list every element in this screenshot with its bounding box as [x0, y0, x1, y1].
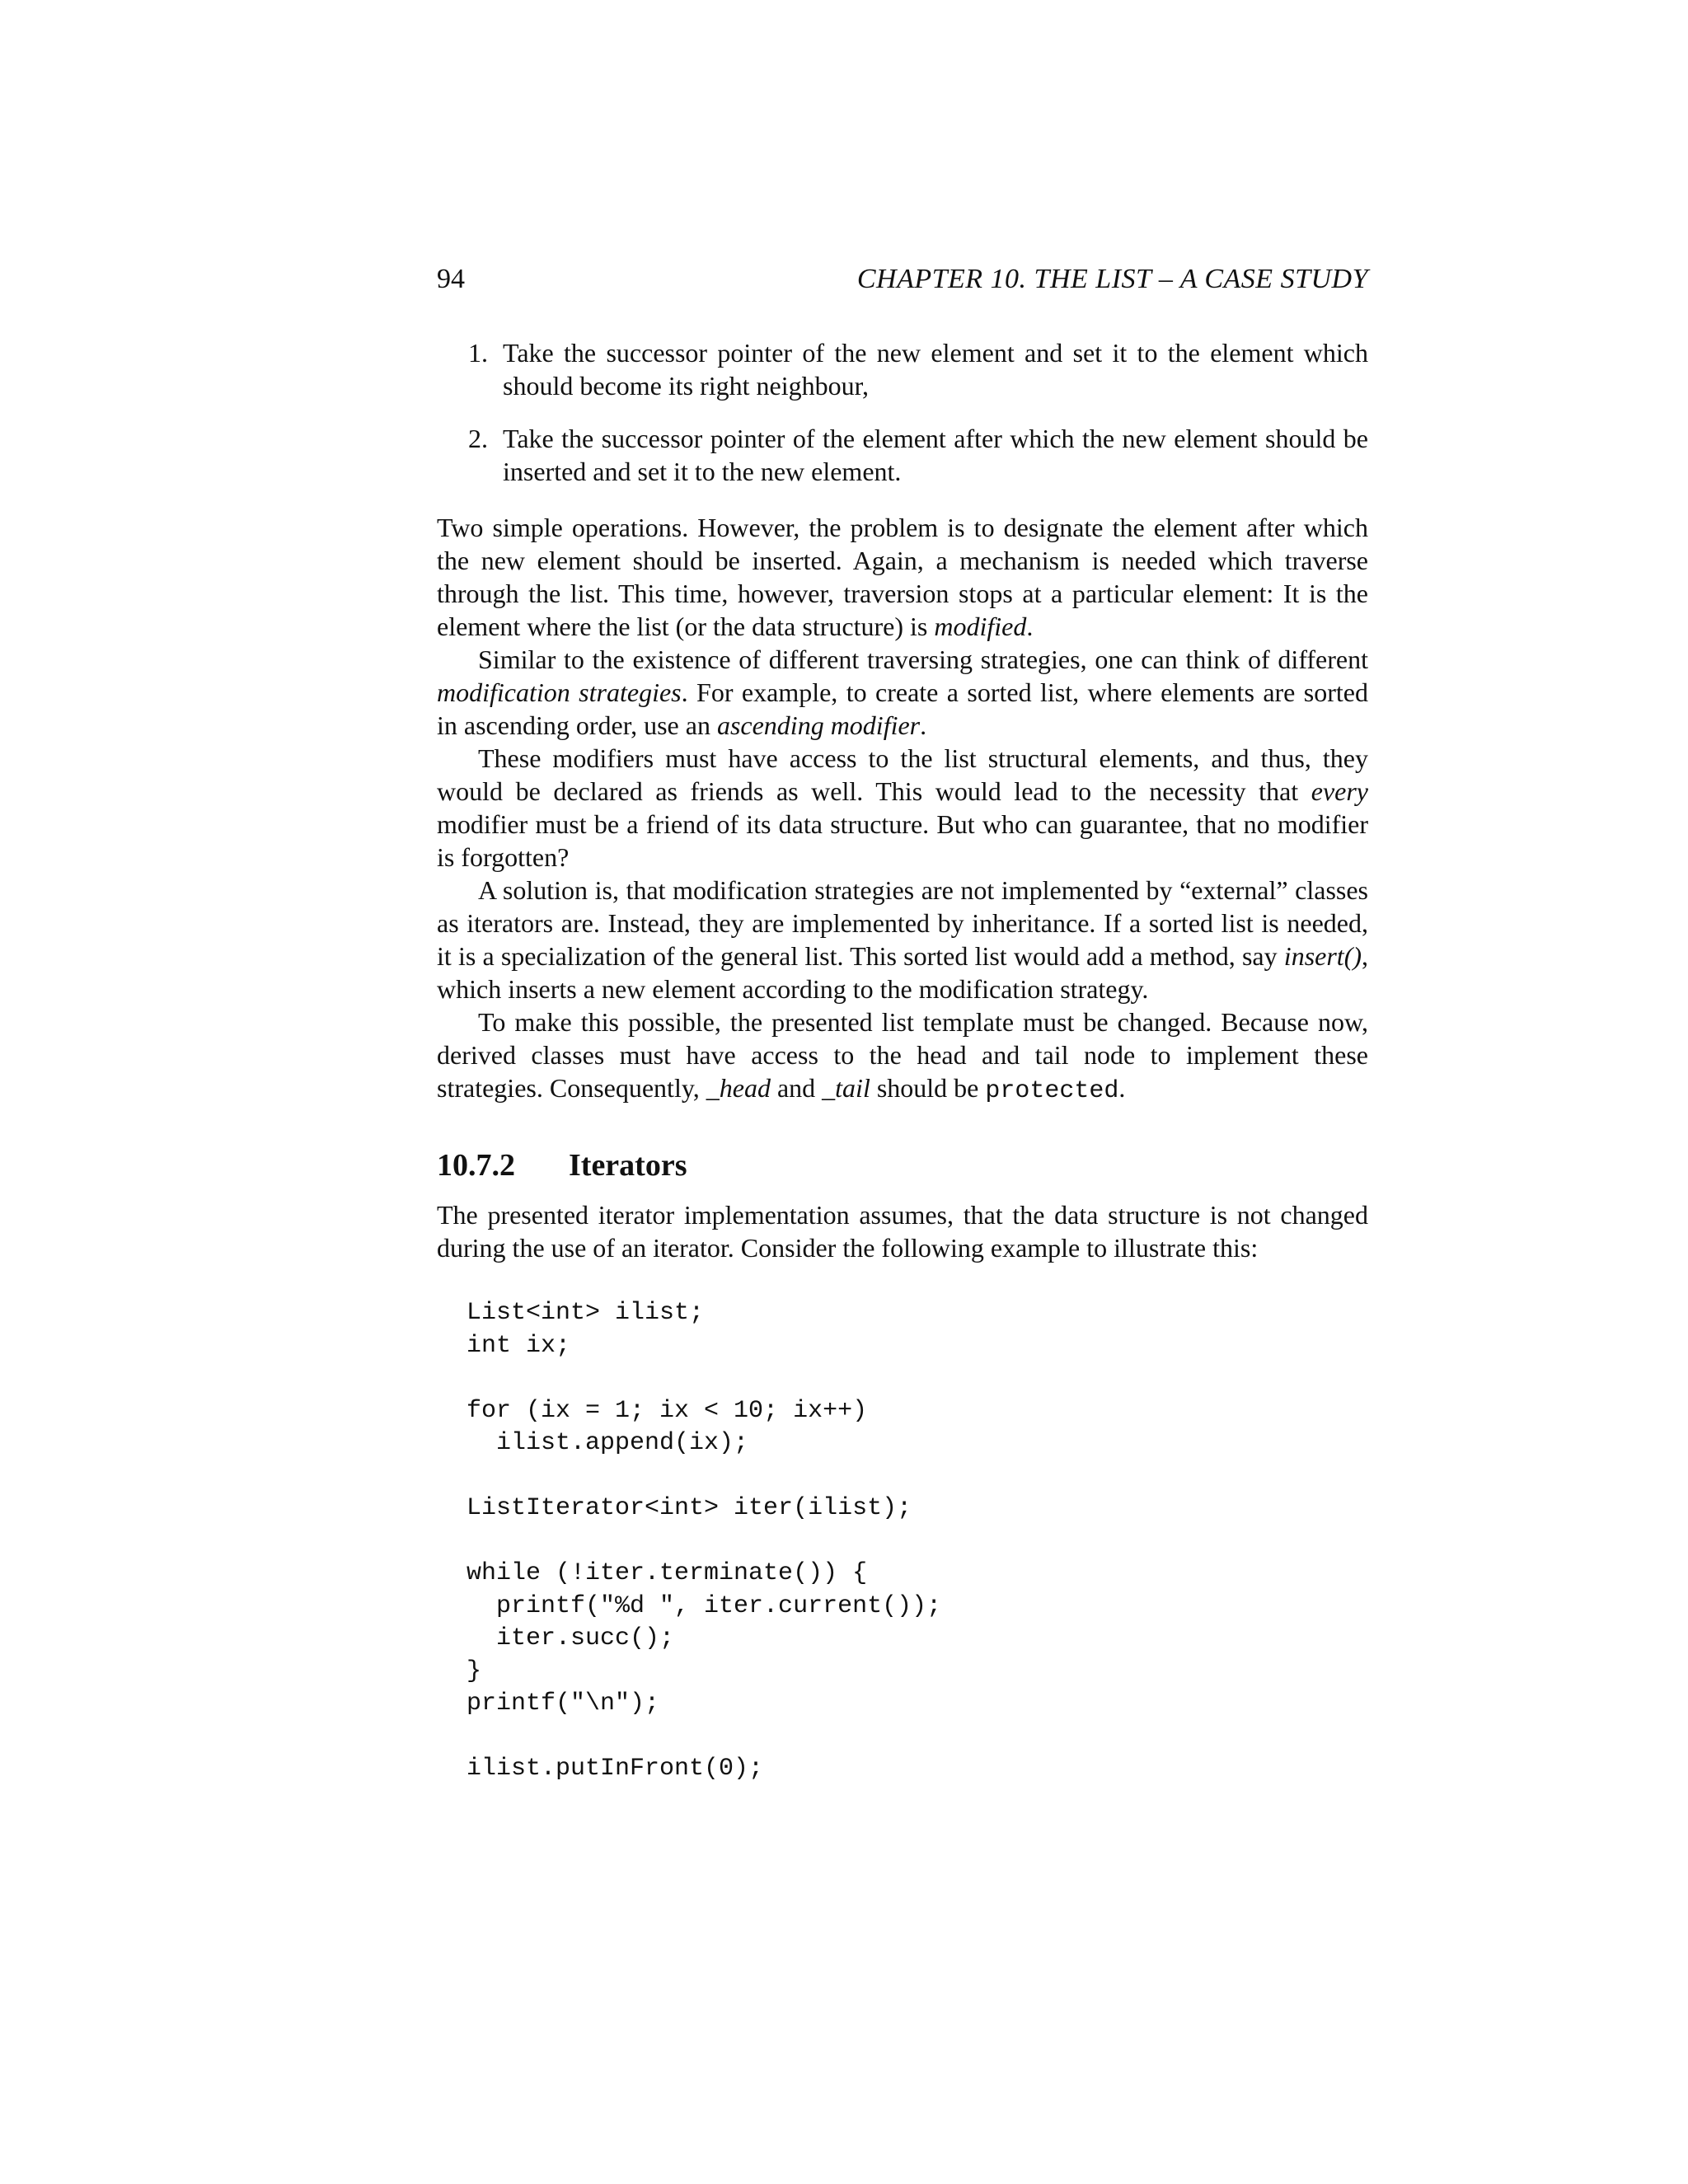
- emphasis: _tail: [822, 1073, 870, 1103]
- paragraph-text: .: [1026, 612, 1034, 641]
- list-item: [437, 422, 1368, 488]
- emphasis: modified: [934, 612, 1027, 641]
- paragraph-text: To make this possible, the presented list template must be changed. Because now, derived classes must have access to the head and tail node to implement these strategies. Consequently,: [437, 1007, 1368, 1103]
- paragraph: [437, 511, 1368, 643]
- list-item-number: 1.: [468, 338, 488, 368]
- section-title: Iterators: [569, 1148, 687, 1183]
- list-item: [437, 336, 1368, 402]
- paragraph-text: These modifiers must have access to the list structural elements, and thus, they would be declared as friends as well. This would lead to the necessity that: [437, 743, 1368, 806]
- paragraph-text: . For example, to create a sorted list, where elements are sorted in ascending order, use an: [437, 677, 1369, 740]
- numbered-steps: [437, 336, 1368, 488]
- paragraph: [437, 643, 1368, 742]
- running-header: [437, 255, 1368, 297]
- paragraph: [437, 874, 1368, 1005]
- code-listing: List<int> ilist; int ix; for (ix = 1; ix < 10; ix++) ilist.append(ix); ListIterator<int> iter(ilist); while (!iter.terminate()) { printf("%d ", iter.current()); iter.succ(); } printf("\n"); ilist.putInFront(0);: [467, 1299, 942, 1783]
- list-item-number: 2.: [468, 424, 488, 453]
- paragraph-text: Two simple operations. However, the problem is to designate the element after which the new element should be inserted. Again, a mechanism is needed which traverse through the list. This time, however, traversion stops at a particular element: It is the element where the list (or the data structure) is: [437, 513, 1368, 641]
- emphasis: ascending modifier: [716, 710, 921, 740]
- paragraph-text: A solution is, that modification strategies are not implemented by “external” classes as iterators are. Instead, they are implemented by inheritance. If a sorted list is needed, it is a specialization of the general list. This sorted list would add a method, say: [437, 875, 1368, 971]
- section-intro-paragraph: The presented iterator implementation assumes, that the data structure is not changed during the use of an iterator. Consider the following example to illustrate this:: [437, 1200, 1368, 1263]
- chapter-title: CHAPTER 10. THE LIST – A CASE STUDY: [856, 264, 1368, 294]
- paragraph-text: and: [770, 1073, 823, 1103]
- list-item-text: Take the successor pointer of the new element and set it to the element which should become its right neighbour,: [503, 338, 1368, 401]
- section-number: 10.7.2: [437, 1148, 515, 1183]
- paragraph-text: , which inserts a new element according to the modification strategy.: [437, 941, 1368, 1004]
- paragraph: [437, 1005, 1368, 1108]
- paragraph: [437, 742, 1368, 874]
- paragraph-text: .: [920, 710, 927, 740]
- list-item-text: Take the successor pointer of the element after which the new element should be inserted and set it to the new element.: [503, 424, 1368, 486]
- paragraph-text: Similar to the existence of different traversing strategies, one can think of different: [478, 644, 1368, 674]
- paragraph-text: modifier must be a friend of its data structure. But who can guarantee, that no modifier is forgotten?: [437, 809, 1368, 872]
- paragraph-text: should be: [870, 1073, 986, 1103]
- section-heading: [437, 1146, 1368, 1185]
- emphasis: every: [1311, 776, 1368, 806]
- inline-code: protected: [985, 1077, 1119, 1105]
- paragraph-text: .: [1118, 1073, 1126, 1103]
- emphasis: modification strategies: [437, 677, 682, 707]
- page-number: 94: [437, 264, 465, 294]
- emphasis: insert(): [1283, 941, 1362, 971]
- emphasis: _head: [706, 1073, 771, 1103]
- body-text: [437, 336, 1368, 1786]
